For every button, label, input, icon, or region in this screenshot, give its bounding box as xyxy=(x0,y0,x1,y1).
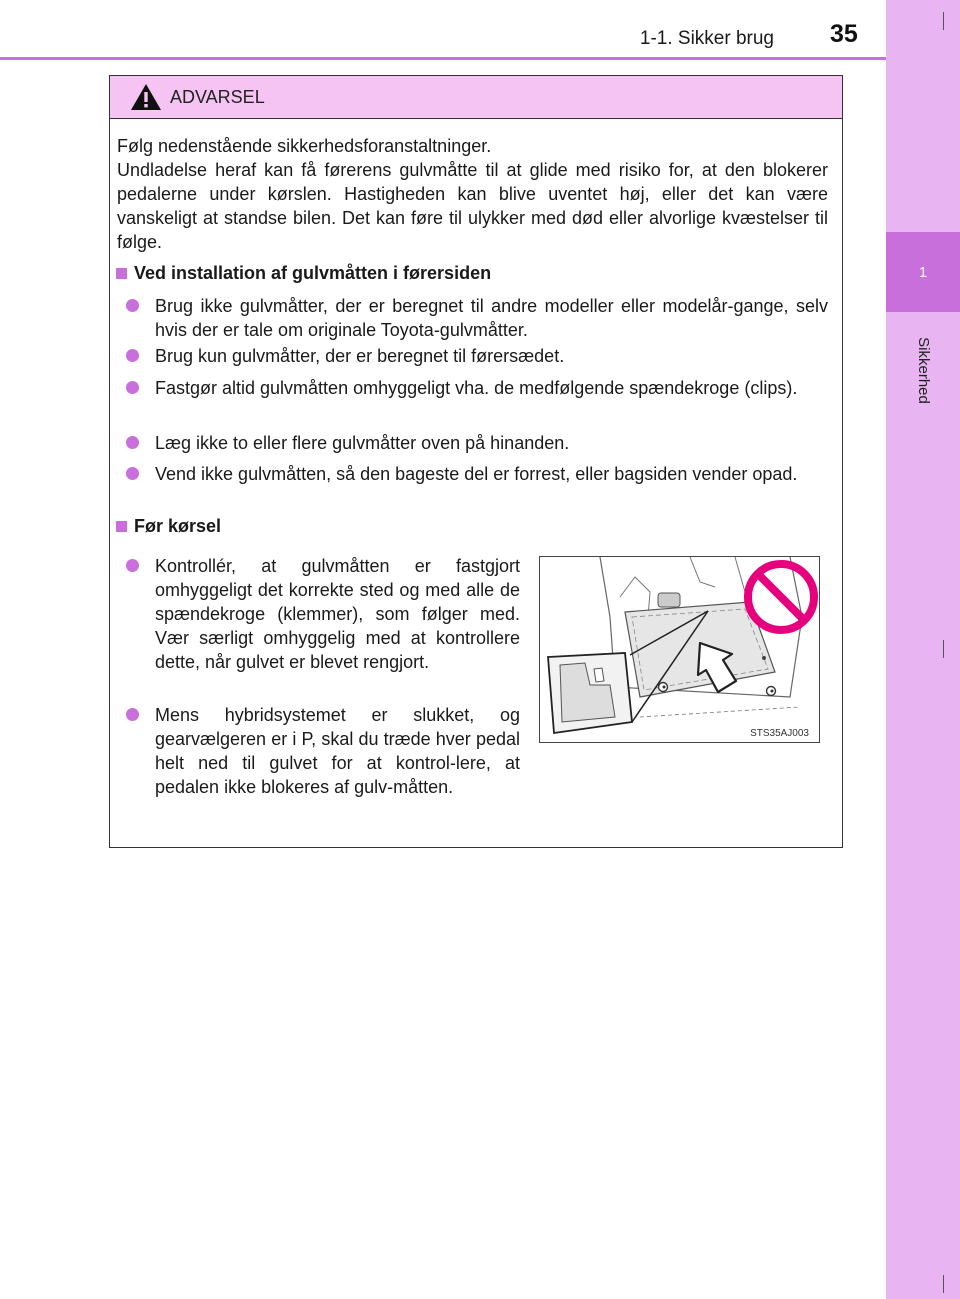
section-heading-text: Ved installation af gulvmåtten i førersiden xyxy=(134,263,492,283)
warning-title: ADVARSEL xyxy=(170,87,265,107)
circle-bullet-icon xyxy=(126,436,139,449)
list-item xyxy=(126,703,520,799)
circle-bullet-icon xyxy=(126,299,139,312)
list-item xyxy=(126,344,828,368)
circle-bullet-icon xyxy=(126,708,139,721)
header-rule xyxy=(0,57,886,60)
section-heading-installation xyxy=(116,263,491,284)
square-bullet-icon xyxy=(116,268,127,279)
section-heading-before-driving xyxy=(116,516,221,537)
warning-box xyxy=(109,75,843,848)
circle-bullet-icon xyxy=(126,349,139,362)
list-item-text: Vend ikke gulvmåtten, så den bageste del er forrest, eller bagsiden vender opad. xyxy=(155,464,798,484)
chapter-label: Sikkerhed xyxy=(914,336,932,404)
list-item xyxy=(126,431,828,455)
circle-bullet-icon xyxy=(126,559,139,572)
list-item xyxy=(126,554,520,674)
chapter-number: 1 xyxy=(918,263,928,281)
illustration-code: STS35AJ003 xyxy=(750,728,809,739)
crop-mark xyxy=(943,1275,944,1293)
list-item xyxy=(126,294,828,342)
page-number: 35 xyxy=(830,20,858,48)
chapter-tab[interactable] xyxy=(886,232,960,312)
intro-line: Følg nedenstående sikkerhedsforanstaltninger. xyxy=(117,136,492,156)
list-item-text: Læg ikke to eller flere gulvmåtter oven på hinanden. xyxy=(155,433,570,453)
list-item xyxy=(126,376,828,400)
floor-mat-drawing xyxy=(540,557,819,742)
warning-triangle-icon xyxy=(130,83,162,111)
list-item-text: Brug kun gulvmåtter, der er beregnet til førersædet. xyxy=(155,346,565,366)
crop-mark xyxy=(943,12,944,30)
circle-bullet-icon xyxy=(126,381,139,394)
intro-paragraph: Undladelse heraf kan få førerens gulvmåtte til at glide med risiko for, at den blokerer pedalerne under kørslen. Hastigheden kan blive uventet høj, eller det kan være vanskeligt at standse bilen. Det kan føre til ulykker med død eller alvorlige kvæstelser til følge. xyxy=(117,160,828,252)
section-heading-text: Før kørsel xyxy=(134,516,222,536)
warning-header xyxy=(110,76,842,119)
floor-mat-illustration xyxy=(539,556,820,743)
list-item-text: Mens hybridsystemet er slukket, og gearvælgeren er i P, skal du træde hver pedal helt ned til gulvet for at kontrol-lere, at pedalen ikke blokeres af gulv-måtten. xyxy=(155,705,520,797)
chapter-label-container xyxy=(886,320,960,420)
side-strip xyxy=(886,0,960,1299)
section-title: 1-1. Sikker brug xyxy=(639,28,774,49)
square-bullet-icon xyxy=(116,521,127,532)
list-item-text: Kontrollér, at gulvmåtten er fastgjort omhyggeligt det korrekte sted og med alle de spændekroge (klemmer), som følger med. Vær særligt omhyggelig med at kontrollere dette, når gulvet er blevet rengjort. xyxy=(155,556,520,672)
circle-bullet-icon xyxy=(126,467,139,480)
list-item xyxy=(126,462,828,486)
crop-mark xyxy=(943,640,944,658)
list-item-text: Fastgør altid gulvmåtten omhyggeligt vha. de medfølgende spændekroge (clips). xyxy=(155,378,798,398)
list-item-text: Brug ikke gulvmåtter, der er beregnet til andre modeller eller modelår-gange, selv hvis der er tale om originale Toyota-gulvmåtter. xyxy=(155,296,828,340)
